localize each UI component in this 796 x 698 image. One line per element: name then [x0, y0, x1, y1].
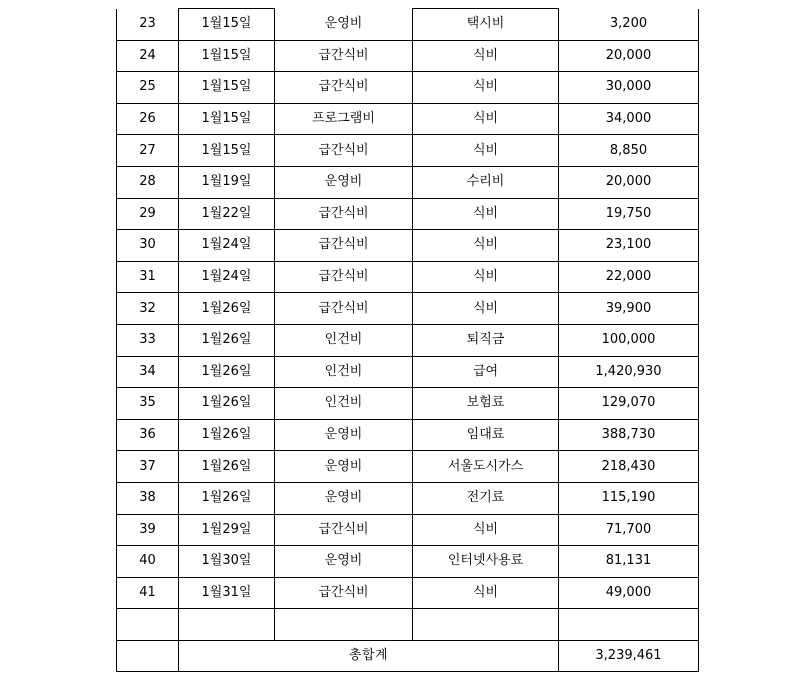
item-cell: 식비 [413, 514, 559, 546]
amount-cell: 129,070 [559, 388, 699, 420]
amount-cell: 23,100 [559, 230, 699, 262]
date-cell: 1월31일 [179, 577, 275, 609]
amount-cell: 22,000 [559, 261, 699, 293]
date-cell: 1월24일 [179, 261, 275, 293]
row-number-cell: 37 [117, 451, 179, 483]
item-cell: 식비 [413, 230, 559, 262]
item-cell: 식비 [413, 103, 559, 135]
row-number-cell: 38 [117, 482, 179, 514]
category-cell: 급간식비 [275, 230, 413, 262]
category-cell [275, 609, 413, 641]
row-number-cell: 30 [117, 230, 179, 262]
row-number-cell: 26 [117, 103, 179, 135]
amount-cell: 71,700 [559, 514, 699, 546]
item-cell: 식비 [413, 135, 559, 167]
item-cell: 식비 [413, 293, 559, 325]
date-cell: 1월26일 [179, 324, 275, 356]
amount-cell: 8,850 [559, 135, 699, 167]
date-cell: 1월24일 [179, 230, 275, 262]
date-cell [179, 609, 275, 641]
amount-cell: 49,000 [559, 577, 699, 609]
category-cell: 급간식비 [275, 198, 413, 230]
amount-cell: 218,430 [559, 451, 699, 483]
date-cell: 1월26일 [179, 419, 275, 451]
table-row [117, 135, 699, 167]
item-cell: 급여 [413, 356, 559, 388]
row-number-cell: 41 [117, 577, 179, 609]
table-row [117, 166, 699, 198]
date-cell: 1월29일 [179, 514, 275, 546]
category-cell: 급간식비 [275, 514, 413, 546]
table-row [117, 577, 699, 609]
row-number-cell: 33 [117, 324, 179, 356]
table-row [117, 451, 699, 483]
category-cell: 급간식비 [275, 72, 413, 104]
total-row [117, 640, 699, 672]
table-row [117, 388, 699, 420]
date-cell: 1월30일 [179, 546, 275, 578]
row-number-cell: 36 [117, 419, 179, 451]
date-cell: 1월15일 [179, 135, 275, 167]
amount-cell: 1,420,930 [559, 356, 699, 388]
item-cell: 전기료 [413, 482, 559, 514]
amount-cell: 30,000 [559, 72, 699, 104]
table-row [117, 324, 699, 356]
expense-ledger-table [116, 8, 699, 672]
date-cell: 1월15일 [179, 72, 275, 104]
total-no-cell [117, 640, 179, 672]
item-cell: 택시비 [413, 9, 559, 41]
date-cell: 1월15일 [179, 103, 275, 135]
table-row [117, 103, 699, 135]
amount-cell: 100,000 [559, 324, 699, 356]
date-cell: 1월22일 [179, 198, 275, 230]
row-number-cell: 34 [117, 356, 179, 388]
date-cell: 1월26일 [179, 482, 275, 514]
category-cell: 운영비 [275, 482, 413, 514]
ledger-body [117, 9, 699, 641]
row-number-cell: 23 [117, 9, 179, 41]
category-cell: 운영비 [275, 166, 413, 198]
category-cell: 운영비 [275, 546, 413, 578]
item-cell: 식비 [413, 198, 559, 230]
row-number-cell: 39 [117, 514, 179, 546]
table-row [117, 609, 699, 641]
date-cell: 1월26일 [179, 293, 275, 325]
amount-cell: 115,190 [559, 482, 699, 514]
item-cell: 식비 [413, 40, 559, 72]
table-row [117, 293, 699, 325]
item-cell [413, 609, 559, 641]
table-row [117, 514, 699, 546]
date-cell: 1월26일 [179, 451, 275, 483]
amount-cell: 19,750 [559, 198, 699, 230]
table-row [117, 546, 699, 578]
amount-cell: 388,730 [559, 419, 699, 451]
category-cell: 급간식비 [275, 577, 413, 609]
table-row [117, 482, 699, 514]
category-cell: 급간식비 [275, 293, 413, 325]
table-row [117, 9, 699, 41]
row-number-cell: 40 [117, 546, 179, 578]
category-cell: 운영비 [275, 451, 413, 483]
row-number-cell: 24 [117, 40, 179, 72]
row-number-cell: 32 [117, 293, 179, 325]
amount-cell: 81,131 [559, 546, 699, 578]
item-cell: 식비 [413, 577, 559, 609]
date-cell: 1월19일 [179, 166, 275, 198]
row-number-cell: 29 [117, 198, 179, 230]
item-cell: 보험료 [413, 388, 559, 420]
item-cell: 식비 [413, 261, 559, 293]
amount-cell: 39,900 [559, 293, 699, 325]
row-number-cell: 28 [117, 166, 179, 198]
row-number-cell: 25 [117, 72, 179, 104]
table-row [117, 198, 699, 230]
category-cell: 급간식비 [275, 40, 413, 72]
amount-cell: 3,200 [559, 9, 699, 41]
table-row [117, 72, 699, 104]
row-number-cell: 31 [117, 261, 179, 293]
category-cell: 인건비 [275, 388, 413, 420]
row-number-cell: 27 [117, 135, 179, 167]
table-row [117, 356, 699, 388]
item-cell: 서울도시가스 [413, 451, 559, 483]
total-label: 총합계 [179, 640, 559, 672]
amount-cell: 20,000 [559, 40, 699, 72]
row-number-cell [117, 609, 179, 641]
date-cell: 1월15일 [179, 40, 275, 72]
category-cell: 인건비 [275, 324, 413, 356]
category-cell: 운영비 [275, 9, 413, 41]
category-cell: 급간식비 [275, 261, 413, 293]
amount-cell: 20,000 [559, 166, 699, 198]
item-cell: 수리비 [413, 166, 559, 198]
table-row [117, 230, 699, 262]
category-cell: 프로그램비 [275, 103, 413, 135]
date-cell: 1월26일 [179, 388, 275, 420]
item-cell: 인터넷사용료 [413, 546, 559, 578]
item-cell: 식비 [413, 72, 559, 104]
amount-cell: 34,000 [559, 103, 699, 135]
category-cell: 운영비 [275, 419, 413, 451]
total-amount: 3,239,461 [559, 640, 699, 672]
table-row [117, 40, 699, 72]
category-cell: 급간식비 [275, 135, 413, 167]
date-cell: 1월15일 [179, 9, 275, 41]
amount-cell [559, 609, 699, 641]
category-cell: 인건비 [275, 356, 413, 388]
item-cell: 임대료 [413, 419, 559, 451]
table-row [117, 261, 699, 293]
row-number-cell: 35 [117, 388, 179, 420]
table-row [117, 419, 699, 451]
item-cell: 퇴직금 [413, 324, 559, 356]
date-cell: 1월26일 [179, 356, 275, 388]
